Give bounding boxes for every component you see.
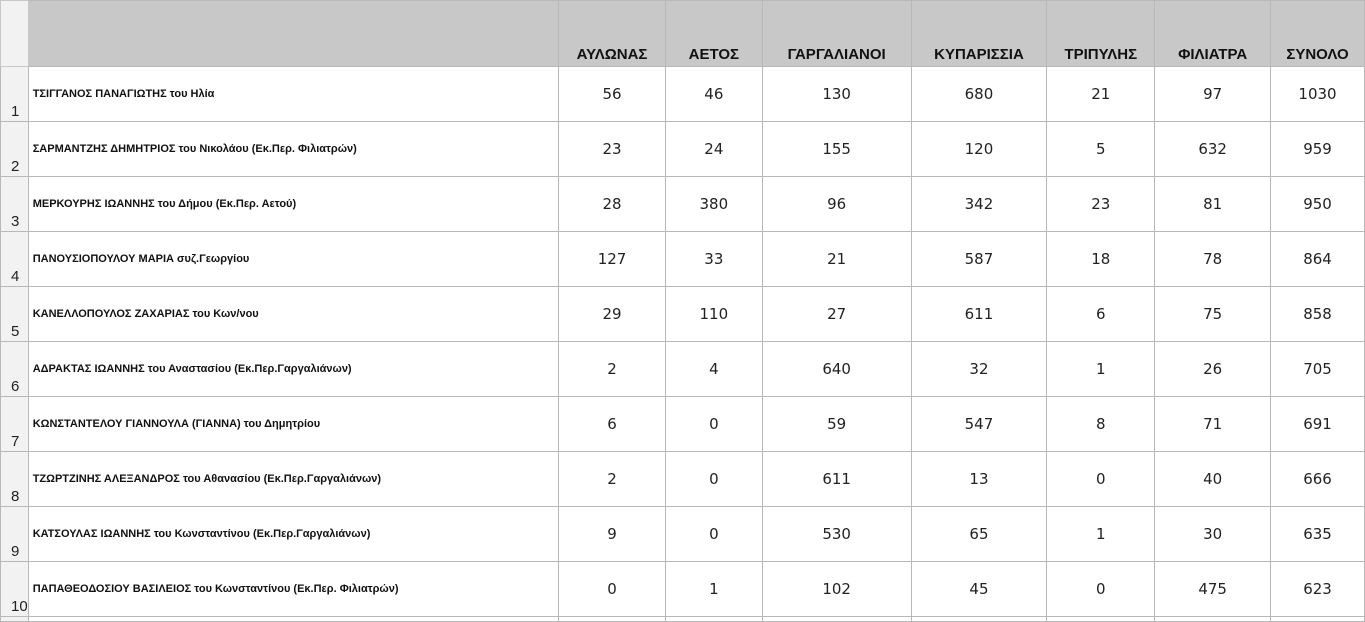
table-row [1,177,1365,232]
vote-cell[interactable]: 380 [665,177,762,232]
table-row [1,562,1365,617]
table-row [1,452,1365,507]
vote-cell[interactable]: 4 [665,342,762,397]
vote-cell[interactable]: 102 [762,562,911,617]
vote-cell[interactable]: 1 [1047,507,1155,562]
vote-cell[interactable]: 680 [911,67,1047,122]
candidate-name-cell[interactable]: ΚΑΝΕΛΛΟΠΟΥΛΟΣ ΖΑΧΑΡΙΑΣ του Κων/νου [28,287,558,342]
candidate-name-cell[interactable]: ΤΣΙΓΓΑΝΟΣ ΠΑΝΑΓΙΩΤΗΣ του Ηλία [28,67,558,122]
candidate-name-cell[interactable]: ΠΑΠΑΘΕΟΔΟΣΙΟΥ ΒΑΣΙΛΕΙΟΣ του Κωνσταντίνου (Εκ.Περ. Φιλιατρών) [28,562,558,617]
vote-cell[interactable]: 0 [559,562,666,617]
vote-cell[interactable]: 705 [1271,342,1365,397]
vote-cell[interactable]: 32 [911,342,1047,397]
vote-cell[interactable]: 530 [762,507,911,562]
row-number[interactable]: 4 [1,232,29,287]
row-number[interactable]: 6 [1,342,29,397]
column-header[interactable]: ΚΥΠΑΡΙΣΣΙΑ [911,1,1047,67]
row-number[interactable]: 7 [1,397,29,452]
vote-cell[interactable]: 0 [665,397,762,452]
vote-cell[interactable]: 950 [1271,177,1365,232]
vote-cell[interactable]: 611 [911,287,1047,342]
vote-cell[interactable]: 23 [559,122,666,177]
candidate-name-cell[interactable]: ΚΩΝΣΤΑΝΤΕΛΟΥ ΓΙΑΝΝΟΥΛΑ (ΓΙΑΝΝΑ) του Δημητρίου [28,397,558,452]
vote-cell[interactable]: 623 [1271,562,1365,617]
empty-cell[interactable] [1155,617,1271,622]
vote-cell[interactable]: 18 [1047,232,1155,287]
vote-cell[interactable]: 0 [665,452,762,507]
vote-cell[interactable]: 110 [665,287,762,342]
vote-cell[interactable]: 547 [911,397,1047,452]
vote-cell[interactable]: 858 [1271,287,1365,342]
vote-cell[interactable]: 1 [665,562,762,617]
vote-cell[interactable]: 8 [1047,397,1155,452]
vote-cell[interactable]: 45 [911,562,1047,617]
vote-cell[interactable]: 6 [1047,287,1155,342]
vote-cell[interactable]: 130 [762,67,911,122]
table-row [1,122,1365,177]
vote-cell[interactable]: 30 [1155,507,1271,562]
vote-cell[interactable]: 611 [762,452,911,507]
column-header[interactable]: ΤΡΙΠΥΛΗΣ [1047,1,1155,67]
vote-cell[interactable]: 26 [1155,342,1271,397]
table-row [1,232,1365,287]
empty-cell[interactable] [559,617,666,622]
vote-cell[interactable]: 0 [1047,562,1155,617]
vote-cell[interactable]: 1030 [1271,67,1365,122]
vote-cell[interactable]: 81 [1155,177,1271,232]
table-row [1,287,1365,342]
empty-cell[interactable] [1047,617,1155,622]
vote-cell[interactable]: 65 [911,507,1047,562]
vote-cell[interactable]: 75 [1155,287,1271,342]
vote-cell[interactable]: 27 [762,287,911,342]
row-number[interactable]: 9 [1,507,29,562]
vote-cell[interactable]: 666 [1271,452,1365,507]
vote-cell[interactable]: 342 [911,177,1047,232]
candidate-name-cell[interactable]: ΣΑΡΜΑΝΤΖΗΣ ΔΗΜΗΤΡΙΟΣ του Νικολάου (Εκ.Περ. Φιλιατρών) [28,122,558,177]
column-header[interactable]: ΦΙΛΙΑΤΡΑ [1155,1,1271,67]
vote-cell[interactable]: 635 [1271,507,1365,562]
column-header[interactable]: ΓΑΡΓΑΛΙΑΝΟΙ [762,1,911,67]
empty-cell[interactable] [665,617,762,622]
vote-cell[interactable]: 864 [1271,232,1365,287]
table-row [1,342,1365,397]
vote-cell[interactable]: 97 [1155,67,1271,122]
row-number[interactable]: 5 [1,287,29,342]
vote-cell[interactable]: 959 [1271,122,1365,177]
vote-cell[interactable]: 33 [665,232,762,287]
empty-cell[interactable] [1,617,29,622]
empty-cell[interactable] [28,617,558,622]
vote-cell[interactable]: 691 [1271,397,1365,452]
row-number[interactable]: 8 [1,452,29,507]
vote-cell[interactable]: 6 [559,397,666,452]
vote-cell[interactable]: 9 [559,507,666,562]
vote-cell[interactable]: 71 [1155,397,1271,452]
table-row [1,507,1365,562]
vote-cell[interactable]: 59 [762,397,911,452]
vote-cell[interactable]: 155 [762,122,911,177]
column-header-name[interactable] [28,1,558,67]
vote-cell[interactable]: 46 [665,67,762,122]
vote-cell[interactable]: 5 [1047,122,1155,177]
select-all-corner[interactable] [1,1,29,67]
table-row [1,67,1365,122]
vote-cell[interactable]: 78 [1155,232,1271,287]
row-number[interactable]: 2 [1,122,29,177]
vote-cell[interactable]: 127 [559,232,666,287]
row-number[interactable]: 10 [1,562,29,617]
vote-cell[interactable]: 1 [1047,342,1155,397]
table-row [1,397,1365,452]
vote-cell[interactable]: 2 [559,452,666,507]
vote-cell[interactable]: 13 [911,452,1047,507]
table-row-partial [1,617,1365,622]
vote-cell[interactable]: 21 [1047,67,1155,122]
candidate-name-cell[interactable]: ΚΑΤΣΟΥΛΑΣ ΙΩΑΝΝΗΣ του Κωνσταντίνου (Εκ.Περ.Γαργαλιάνων) [28,507,558,562]
vote-cell[interactable]: 96 [762,177,911,232]
header-row [1,1,1365,67]
vote-cell[interactable]: 0 [1047,452,1155,507]
table-body [1,67,1365,622]
column-header[interactable]: ΣΥΝΟΛΟ [1271,1,1365,67]
column-header[interactable]: ΑΥΛΩΝΑΣ [559,1,666,67]
vote-cell[interactable]: 0 [665,507,762,562]
vote-cell[interactable]: 2 [559,342,666,397]
vote-cell[interactable]: 475 [1155,562,1271,617]
vote-cell[interactable]: 24 [665,122,762,177]
vote-cell[interactable]: 632 [1155,122,1271,177]
candidate-name-cell[interactable]: ΑΔΡΑΚΤΑΣ ΙΩΑΝΝΗΣ του Αναστασίου (Εκ.Περ.Γαργαλιάνων) [28,342,558,397]
row-number[interactable]: 1 [1,67,29,122]
candidate-name-cell[interactable]: ΤΖΩΡΤΖΙΝΗΣ ΑΛΕΞΑΝΔΡΟΣ του Αθανασίου (Εκ.Περ.Γαργαλιάνων) [28,452,558,507]
vote-cell[interactable]: 40 [1155,452,1271,507]
empty-cell[interactable] [911,617,1047,622]
vote-cell[interactable]: 28 [559,177,666,232]
vote-cell[interactable]: 23 [1047,177,1155,232]
vote-cell[interactable]: 120 [911,122,1047,177]
vote-cell[interactable]: 29 [559,287,666,342]
vote-cell[interactable]: 21 [762,232,911,287]
candidate-name-cell[interactable]: ΠΑΝΟΥΣΙΟΠΟΥΛΟΥ ΜΑΡΙΑ συζ.Γεωργίου [28,232,558,287]
vote-cell[interactable]: 587 [911,232,1047,287]
empty-cell[interactable] [1271,617,1365,622]
row-number[interactable]: 3 [1,177,29,232]
candidate-name-cell[interactable]: ΜΕΡΚΟΥΡΗΣ ΙΩΑΝΝΗΣ του Δήμου (Εκ.Περ. Αετού) [28,177,558,232]
empty-cell[interactable] [762,617,911,622]
vote-cell[interactable]: 640 [762,342,911,397]
column-header[interactable]: ΑΕΤΟΣ [665,1,762,67]
vote-cell[interactable]: 56 [559,67,666,122]
